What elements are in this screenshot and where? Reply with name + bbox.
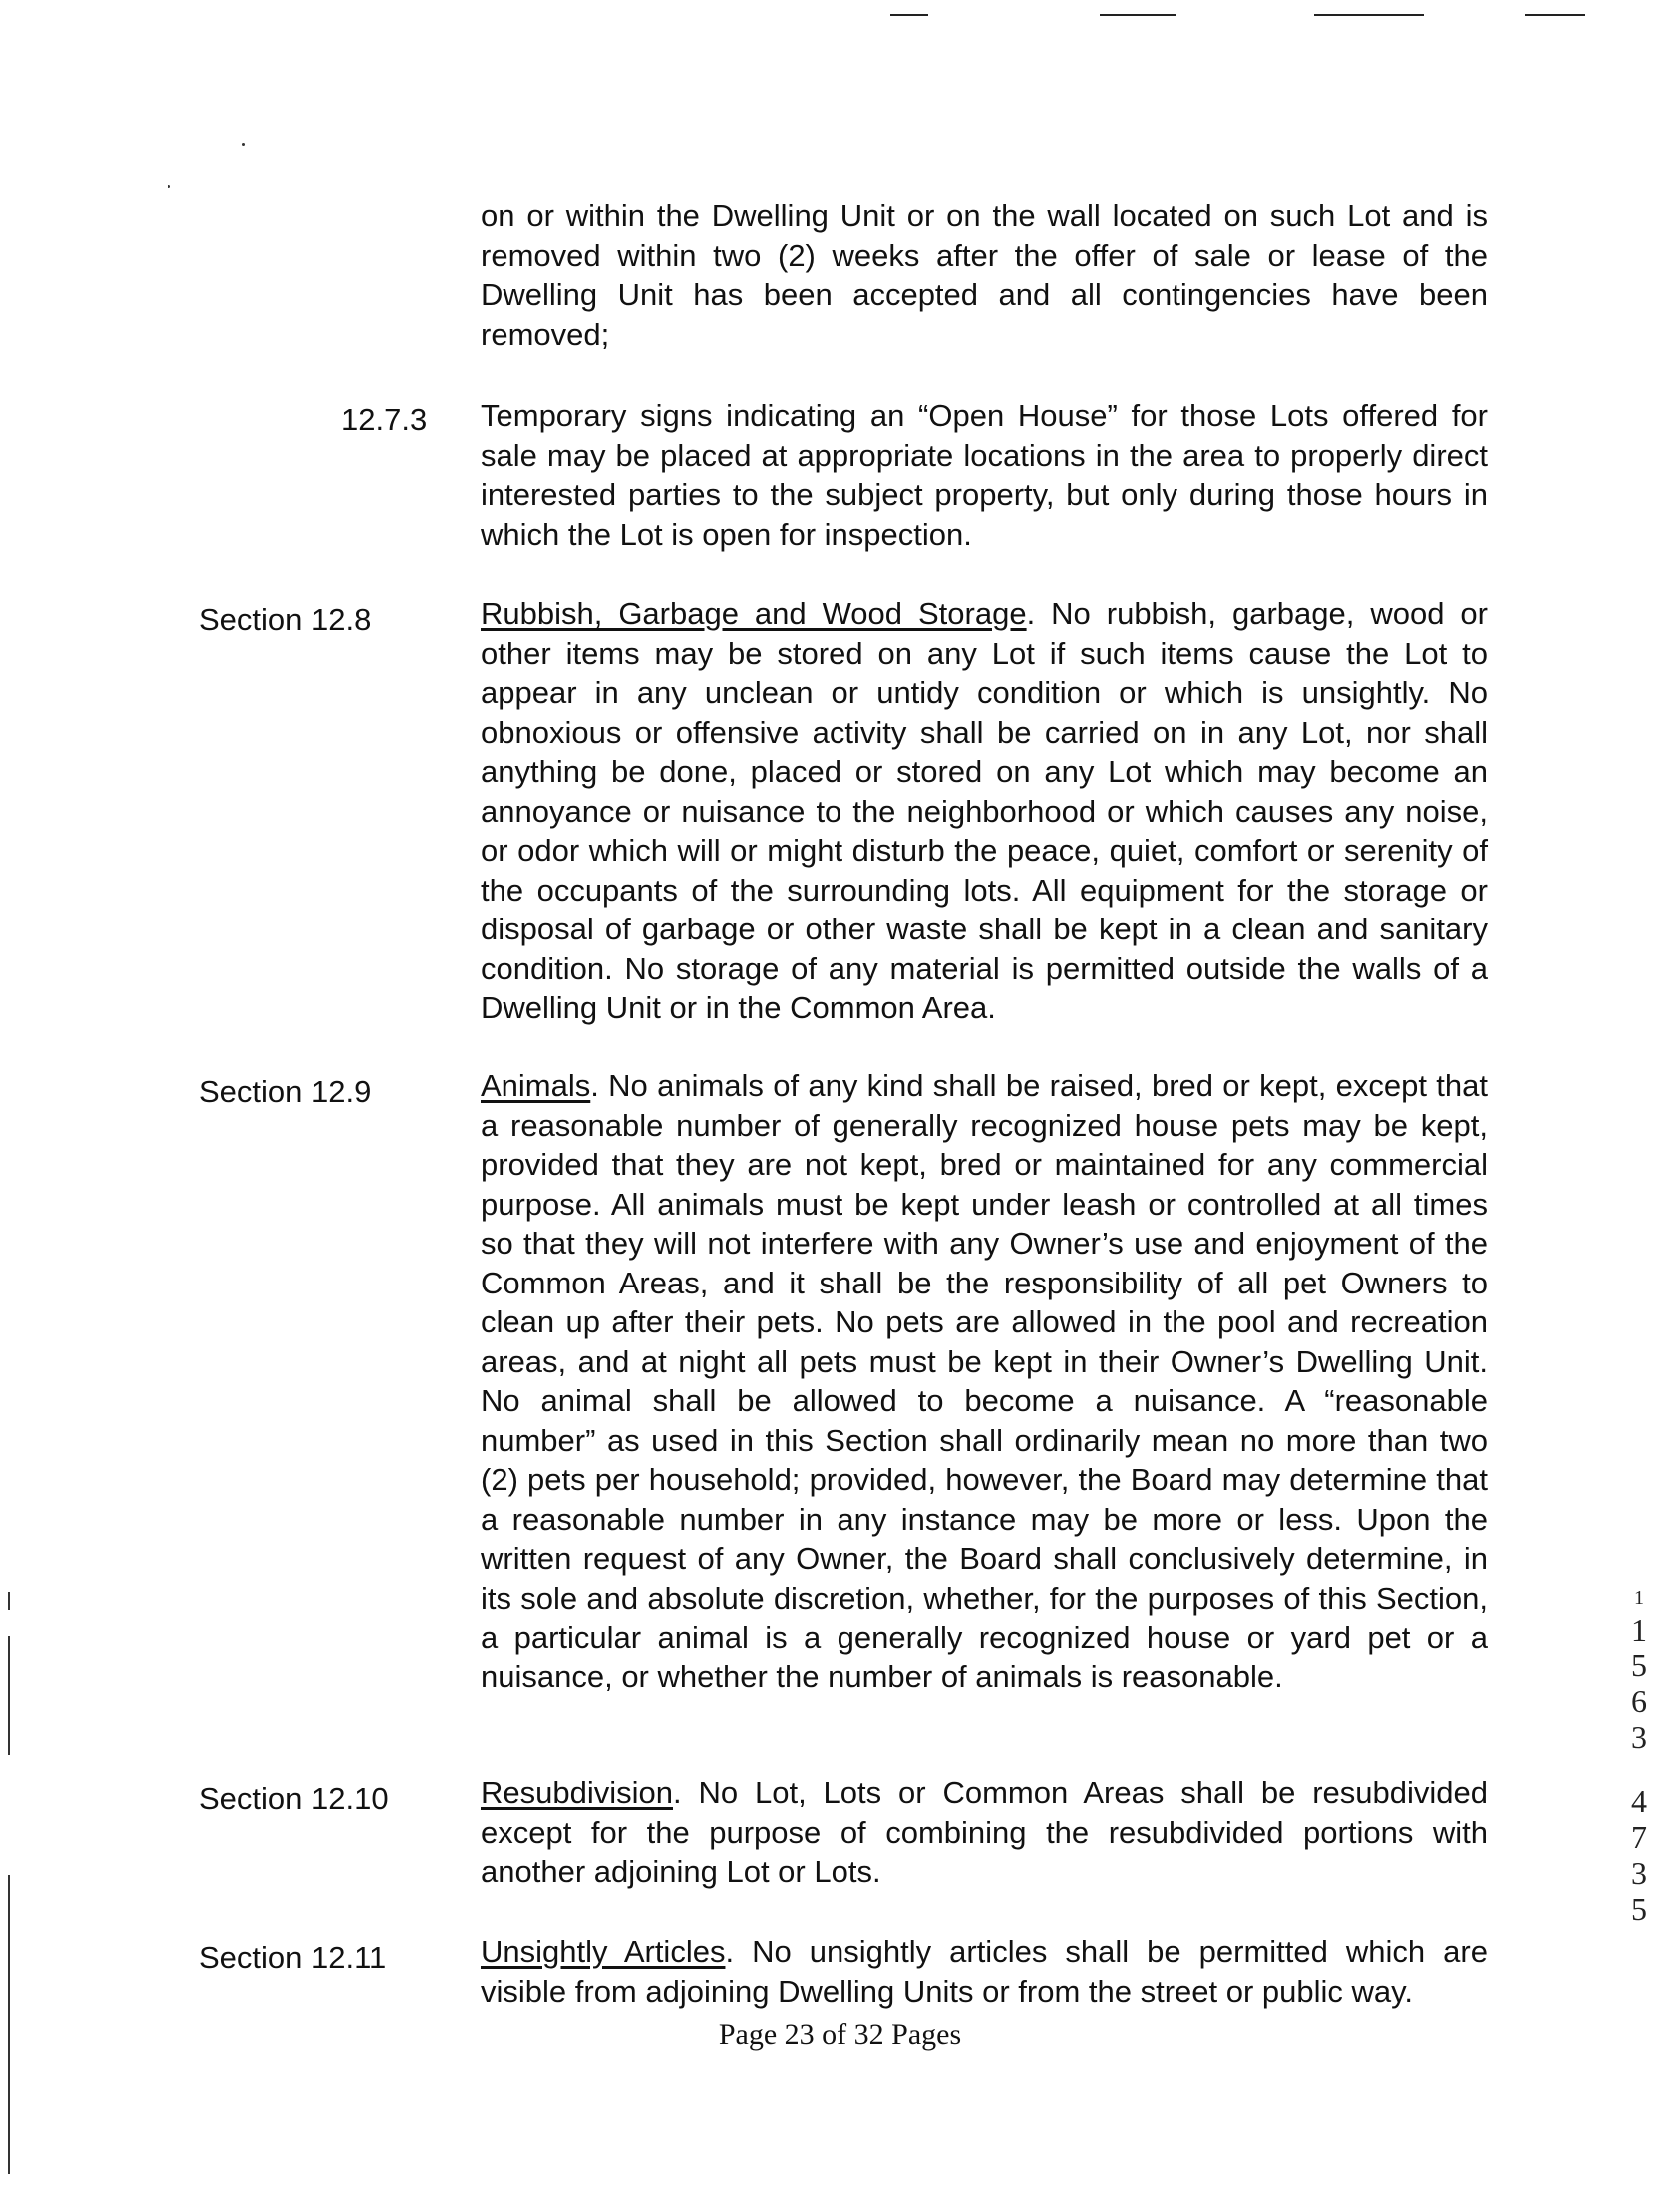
section-12-9-text xyxy=(481,1066,1488,1696)
scan-speck-1 xyxy=(242,143,245,146)
carryover-paragraph: on or within the Dwelling Unit or on the wall located on such Lot and is removed within two (2) weeks after the offer of sale or lease of the Dwelling Unit has been accepted and all contingencies have been removed; xyxy=(481,198,1488,352)
stamp-digit: 3 xyxy=(1631,1855,1647,1891)
section-12-10-body: . No Lot, Lots or Common Areas shall be resubdivided except for the purpose of combining the resubdivided portions with another adjoining Lot or Lots. xyxy=(481,1775,1488,1889)
section-12-11-body: . No unsightly articles shall be permitted which are visible from adjoining Dwelling Units or from the street or public way. xyxy=(481,1934,1488,2009)
scan-mark-left-2 xyxy=(8,1636,10,1755)
recording-stamp xyxy=(1619,1584,1659,1927)
scan-mark-top-2 xyxy=(1100,14,1176,16)
section-12-10-heading: Resubdivision xyxy=(481,1775,673,1810)
subsection-number-12-7-3: 12.7.3 xyxy=(341,402,428,437)
scan-speck-2 xyxy=(168,185,170,188)
stamp-digit: 6 xyxy=(1631,1683,1647,1719)
section-12-11-heading: Unsightly Articles xyxy=(481,1934,726,1969)
section-label-12-11: Section 12.11 xyxy=(199,1940,387,1975)
section-12-8-text xyxy=(481,594,1488,1028)
section-12-10-text xyxy=(481,1773,1488,1892)
section-12-9-heading: Animals xyxy=(481,1068,591,1103)
scan-mark-top-4 xyxy=(1525,14,1585,16)
section-label-12-8: Section 12.8 xyxy=(199,602,372,637)
section-label-12-10: Section 12.10 xyxy=(199,1781,389,1816)
section-12-8-heading: Rubbish, Garbage and Wood Storage xyxy=(481,596,1027,631)
stamp-digit: 5 xyxy=(1631,1891,1647,1927)
scan-mark-top-3 xyxy=(1314,14,1424,16)
stamp-digit: 4 xyxy=(1631,1783,1647,1819)
section-label-12-9: Section 12.9 xyxy=(199,1074,372,1109)
subsection-12-7-3-text: Temporary signs indicating an “Open House” for those Lots offered for sale may be placed at appropriate locations in the area to properly direct interested parties to the subject property, but only during those hours in which the Lot is open for inspection. xyxy=(481,398,1488,552)
stamp-digit: 5 xyxy=(1631,1648,1647,1683)
section-12-11-text xyxy=(481,1932,1488,2011)
page-footer: Page 23 of 32 Pages xyxy=(718,2019,962,2051)
scan-mark-left-1 xyxy=(8,1592,10,1610)
stamp-digit: 1 xyxy=(1634,1587,1644,1609)
section-12-8-body: . No rubbish, garbage, wood or other items may be stored on any Lot if such items cause the Lot to appear in any unclean or untidy condition or which is unsightly. No obnoxious or offensive activity shall be carried on in any Lot, nor shall anything be done, placed or stored on any Lot which may become an annoyance or nuisance to the neighborhood or which causes any noise, or odor which will or might disturb the peace, quiet, comfort or serenity of the occupants of the surrounding lots. All equipment for the storage or disposal of garbage or other waste shall be kept in a clean and sanitary condition. No storage of any material is permitted outside the walls of a Dwelling Unit or in the Common Area. xyxy=(481,596,1488,1025)
section-12-9-body: . No animals of any kind shall be raised, bred or kept, except that a reasonable number of generally recognized house pets may be kept, provided that they are not kept, bred or maintained for any commercial purpose. All animals must be kept under leash or controlled at all times so that they will not interfere with any Owner’s use and enjoyment of the Common Areas, and it shall be the responsibility of all pet Owners to clean up after their pets. No pets are allowed in the pool and recreation areas, and at night all pets must be kept in their Owner’s Dwelling Unit. No animal shall be allowed to become a nuisance. A “reasonable number” as used in this Section shall ordinarily mean no more than two (2) pets per household; provided, however, the Board may determine that a reasonable number in any instance may be more or less. Upon the written request of any Owner, the Board shall conclusively determine, in its sole and absolute discretion, whether, for the purposes of this Section, a particular animal is a generally recognized house or yard pet or a nuisance, or whether the number of animals is reasonable. xyxy=(481,1068,1488,1694)
stamp-digit: 1 xyxy=(1631,1612,1647,1648)
scan-mark-top-1 xyxy=(890,14,928,16)
stamp-digit: 3 xyxy=(1631,1719,1647,1755)
stamp-digit: 7 xyxy=(1631,1819,1647,1855)
